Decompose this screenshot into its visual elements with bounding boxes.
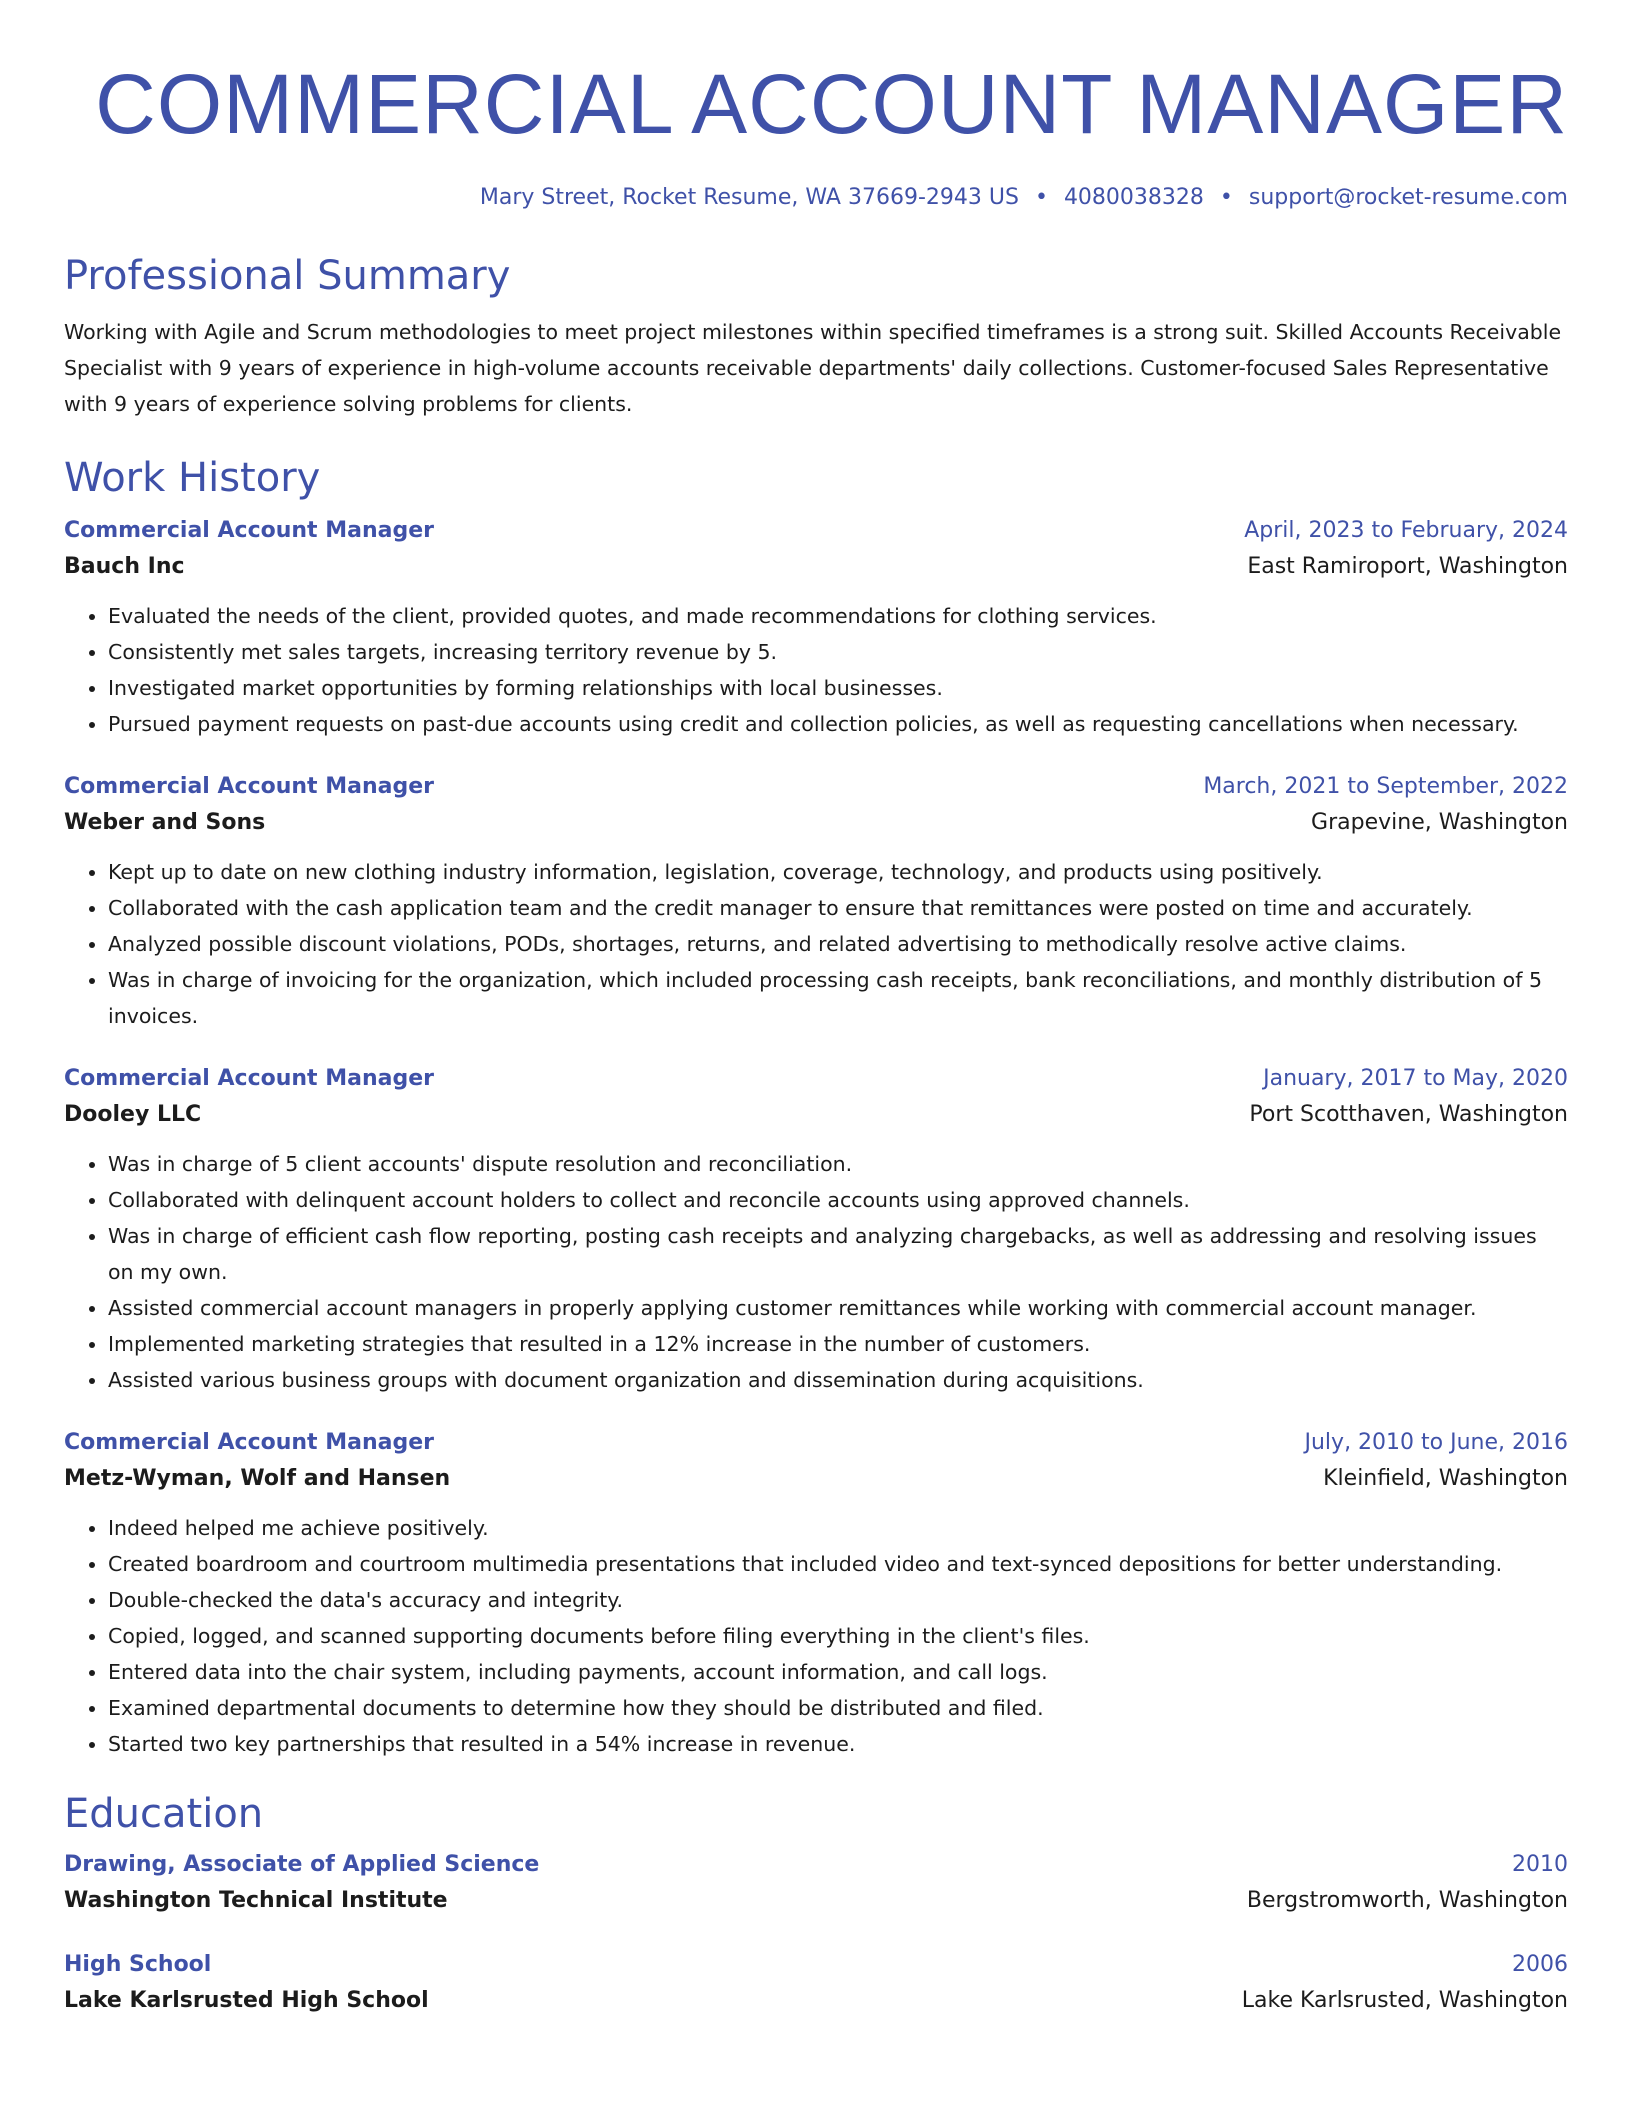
contact-line [64,182,1568,214]
education-location: Bergstromworth, Washington [1246,1888,1568,1913]
job-dates: April, 2023 to February, 2024 [1244,518,1568,543]
job-title: Commercial Account Manager [64,1066,434,1091]
job-bullet: • Kept up to date on new clothing industry information, legislation, coverage, technology, and products using positively. [108,854,1568,890]
job-location: East Ramiroport, Washington [1247,554,1568,579]
summary-text: Working with Agile and Scrum methodologies to meet project milestones within specified timeframes is a strong suit. Skilled Accounts Receivable Specialist with 9 years of experience in high-volume accounts receivable departments' daily collections. Customer-focused Sales Representative with 9 years of experience solving problems for clients. [64,320,1562,416]
job-company: Bauch Inc [64,554,185,579]
job-bullet: • Double-checked the data's accuracy and integrity. [108,1582,1568,1618]
contact-phone: 4080038328 [1063,185,1204,210]
job-bullets [64,1146,1568,1398]
education-heading: Education [64,1791,264,1837]
job-company: Metz-Wyman, Wolf and Hansen [64,1466,451,1491]
job-bullet: • Indeed helped me achieve positively. [108,1510,1568,1546]
job-bullet: • Evaluated the needs of the client, provided quotes, and made recommendations for clothing services. [108,598,1568,634]
job-bullet: • Entered data into the chair system, including payments, account information, and call logs. [108,1654,1568,1690]
job-entry [64,1062,1568,1398]
contact-separator: • [1219,185,1233,210]
job-bullet: • Was in charge of invoicing for the organization, which included processing cash receipts, bank reconciliations, and monthly distribution of 5 invoices. [108,962,1568,1034]
education-school: Lake Karlsrusted High School [64,1988,429,2013]
work-history-heading: Work History [64,455,321,501]
resume-name: COMMERCIAL ACCOUNT MANAGER [95,57,1568,151]
job-company: Dooley LLC [64,1102,202,1127]
job-entry [64,770,1568,1034]
job-dates: July, 2010 to June, 2016 [1304,1430,1568,1455]
job-bullet: • Examined departmental documents to determine how they should be distributed and filed. [108,1690,1568,1726]
education-year: 2006 [1512,1952,1568,1977]
contact-email: support@rocket-resume.com [1248,185,1568,210]
job-dates: March, 2021 to September, 2022 [1203,774,1568,799]
job-location: Grapevine, Washington [1311,810,1568,835]
job-bullets [64,598,1568,742]
job-bullet: • Assisted various business groups with document organization and dissemination during acquisitions. [108,1362,1568,1398]
job-bullet: • Created boardroom and courtroom multimedia presentations that included video and text-synced depositions for better understanding. [108,1546,1568,1582]
job-title: Commercial Account Manager [64,1430,434,1455]
job-bullets [64,854,1568,1034]
education-year: 2010 [1512,1852,1568,1877]
education-entry [64,1948,1568,2020]
summary-heading: Professional Summary [64,253,511,299]
job-bullets [64,1510,1568,1762]
job-bullet: • Collaborated with delinquent account holders to collect and reconcile accounts using approved channels. [108,1182,1568,1218]
job-bullet: • Analyzed possible discount violations, PODs, shortages, returns, and related advertising to methodically resolve active claims. [108,926,1568,962]
job-title: Commercial Account Manager [64,774,434,799]
education-school: Washington Technical Institute [64,1888,448,1913]
job-bullet: • Investigated market opportunities by forming relationships with local businesses. [108,670,1568,706]
job-bullet: • Consistently met sales targets, increasing territory revenue by 5. [108,634,1568,670]
job-entry [64,1426,1568,1762]
job-company: Weber and Sons [64,810,266,835]
contact-address: Mary Street, Rocket Resume, WA 37669-2943 US [479,185,1019,210]
job-bullet: • Assisted commercial account managers in properly applying customer remittances while working with commercial account manager. [108,1290,1568,1326]
job-dates: January, 2017 to May, 2020 [1263,1066,1568,1091]
education-entry [64,1848,1568,1920]
education-degree: Drawing, Associate of Applied Science [64,1852,540,1877]
education-location: Lake Karlsrusted, Washington [1241,1988,1568,2013]
job-bullet: • Was in charge of efficient cash flow reporting, posting cash receipts and analyzing chargebacks, as well as addressing and resolving issues on my own. [108,1218,1568,1290]
job-bullet: • Pursued payment requests on past-due accounts using credit and collection policies, as well as requesting cancellations when necessary. [108,706,1568,742]
education-degree: High School [64,1952,212,1977]
contact-separator: • [1034,185,1048,210]
job-location: Port Scotthaven, Washington [1249,1102,1568,1127]
job-bullet: • Started two key partnerships that resulted in a 54% increase in revenue. [108,1726,1568,1762]
job-title: Commercial Account Manager [64,518,434,543]
job-bullet: • Implemented marketing strategies that resulted in a 12% increase in the number of customers. [108,1326,1568,1362]
job-bullet: • Was in charge of 5 client accounts' dispute resolution and reconciliation. [108,1146,1568,1182]
job-bullet: • Collaborated with the cash application team and the credit manager to ensure that remittances were posted on time and accurately. [108,890,1568,926]
job-bullet: • Copied, logged, and scanned supporting documents before filing everything in the client's files. [108,1618,1568,1654]
resume-page [64,0,1568,2020]
job-location: Kleinfield, Washington [1323,1466,1568,1491]
job-entry [64,514,1568,742]
